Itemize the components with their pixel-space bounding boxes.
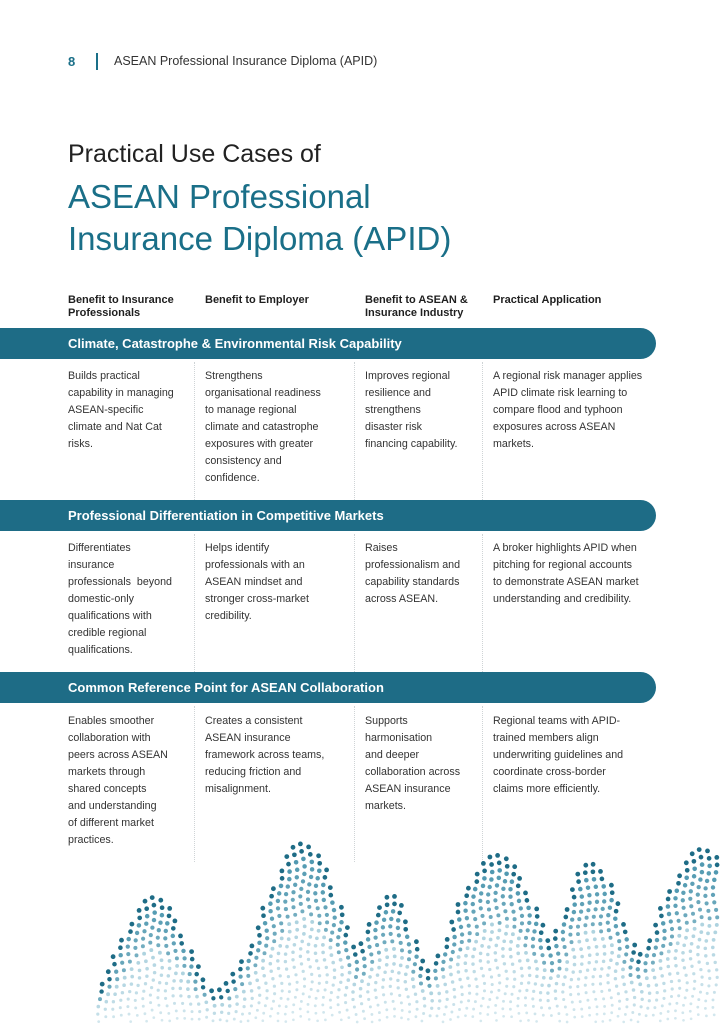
table-cell (493, 713, 663, 798)
cell-line: exposures across ASEAN (493, 421, 616, 433)
table-cell (365, 368, 481, 453)
cell-line: Creates a consistent (205, 715, 303, 727)
table-cell (205, 713, 353, 798)
section-title: Professional Differentiation in Competitive Markets (68, 508, 384, 523)
header-divider (96, 53, 98, 70)
cell-line: capability standards (365, 576, 460, 588)
cell-line: Builds practical (68, 370, 140, 382)
column-divider (194, 534, 195, 672)
cell-line: A regional risk manager applies (493, 370, 643, 382)
cell-line: misalignment. (205, 783, 271, 795)
table-cell (68, 713, 193, 849)
cell-line: disaster risk (365, 421, 423, 433)
page-title-line-1: ASEAN Professional (68, 178, 371, 215)
cell-line: organisational readiness (205, 387, 321, 399)
cell-line: and understanding (68, 800, 157, 812)
cell-line: ASEAN-specific (68, 404, 144, 416)
cell-line: professionalism and (365, 559, 461, 571)
page-title-kicker: Practical Use Cases of (68, 140, 321, 168)
section-title: Climate, Catastrophe & Environmental Risk Capability (68, 336, 402, 351)
cell-line: ASEAN insurance (205, 732, 291, 744)
column-header-industry (365, 294, 490, 320)
table-cell (68, 540, 193, 659)
cell-line: climate and Nat Cat (68, 421, 162, 433)
cell-line: consistency and (205, 455, 282, 467)
column-header-line: Benefit to Employer (205, 294, 309, 306)
column-divider (482, 534, 483, 672)
page-number: 8 (68, 53, 76, 69)
table-cell (68, 368, 193, 453)
cell-line: qualifications. (68, 644, 133, 656)
cell-line: credible regional (68, 627, 147, 639)
cell-line: Differentiates (68, 542, 131, 554)
column-header-line: Benefit to Insurance (68, 294, 174, 306)
cell-line: to manage regional (205, 404, 297, 416)
cell-line: domestic-only (68, 593, 134, 605)
cell-line: A broker highlights APID when (493, 542, 637, 554)
cell-line: coordinate cross-border (493, 766, 606, 778)
column-divider (354, 534, 355, 672)
cell-line: framework across teams, (205, 749, 325, 761)
running-title: ASEAN Professional Insurance Diploma (APID) (114, 54, 378, 68)
cell-line: reducing friction and (205, 766, 302, 778)
cell-line: trained members align (493, 732, 599, 744)
cell-line: Enables smoother (68, 715, 155, 727)
section-band-collaboration (0, 672, 656, 703)
cell-line: practices. (68, 834, 114, 846)
cell-line: markets. (493, 438, 534, 450)
section-band-climate (0, 328, 656, 359)
cell-line: claims more efficiently. (493, 783, 601, 795)
cell-line: ASEAN mindset and (205, 576, 303, 588)
cell-line: pitching for regional accounts (493, 559, 633, 571)
column-divider (194, 362, 195, 500)
cell-line: Regional teams with APID- (493, 715, 621, 727)
cell-line: Raises (365, 542, 398, 554)
section-band-differentiation (0, 500, 656, 531)
cell-line: shared concepts (68, 783, 147, 795)
column-header-line: Insurance Industry (365, 307, 464, 319)
cell-line: financing capability. (365, 438, 458, 450)
cell-line: understanding and credibility. (493, 593, 632, 605)
cell-line: of different market (68, 817, 154, 829)
cell-line: markets. (365, 800, 406, 812)
cell-line: markets through (68, 766, 146, 778)
cell-line: Improves regional (365, 370, 450, 382)
cell-line: risks. (68, 438, 93, 450)
column-header-employer (205, 294, 355, 307)
cell-line: credibility. (205, 610, 252, 622)
column-divider (482, 362, 483, 500)
table-cell (365, 713, 481, 815)
table-cell (205, 540, 353, 625)
cell-line: harmonisation (365, 732, 433, 744)
cell-line: insurance (68, 559, 115, 571)
column-header-application (493, 294, 663, 307)
cell-line: confidence. (205, 472, 260, 484)
cell-line: capability in managing (68, 387, 174, 399)
cell-line: compare flood and typhoon (493, 404, 623, 416)
cell-line: resilience and (365, 387, 431, 399)
cell-line: Supports (365, 715, 408, 727)
cell-line: climate and catastrophe (205, 421, 319, 433)
column-header-line: Practical Application (493, 294, 602, 306)
cell-line: exposures with greater (205, 438, 314, 450)
table-cell (365, 540, 481, 608)
cell-line: qualifications with (68, 610, 152, 622)
section-title: Common Reference Point for ASEAN Collaboration (68, 680, 384, 695)
cell-line: Helps identify (205, 542, 270, 554)
dotted-wave-graphic (0, 830, 724, 1024)
cell-line: collaboration with (68, 732, 151, 744)
page-title (68, 176, 451, 260)
column-divider (354, 362, 355, 500)
column-header-line: Professionals (68, 307, 141, 319)
cell-line: peers across ASEAN (68, 749, 168, 761)
cell-line: professionals beyond (68, 576, 172, 588)
cell-line: collaboration across (365, 766, 461, 778)
cell-line: strengthens (365, 404, 421, 416)
table-cell (493, 368, 663, 453)
cell-line: underwriting guidelines and (493, 749, 624, 761)
column-header-line: Benefit to ASEAN & (365, 294, 468, 306)
cell-line: professionals with an (205, 559, 305, 571)
cell-line: stronger cross-market (205, 593, 309, 605)
table-cell (493, 540, 663, 608)
table-cell (205, 368, 353, 487)
page-title-line-2: Insurance Diploma (APID) (68, 220, 452, 257)
cell-line: to demonstrate ASEAN market (493, 576, 639, 588)
cell-line: ASEAN insurance (365, 783, 451, 795)
cell-line: Strengthens (205, 370, 263, 382)
cell-line: across ASEAN. (365, 593, 439, 605)
running-header (68, 51, 377, 71)
column-header-professionals (68, 294, 193, 320)
cell-line: and deeper (365, 749, 420, 761)
cell-line: APID climate risk learning to (493, 387, 628, 399)
